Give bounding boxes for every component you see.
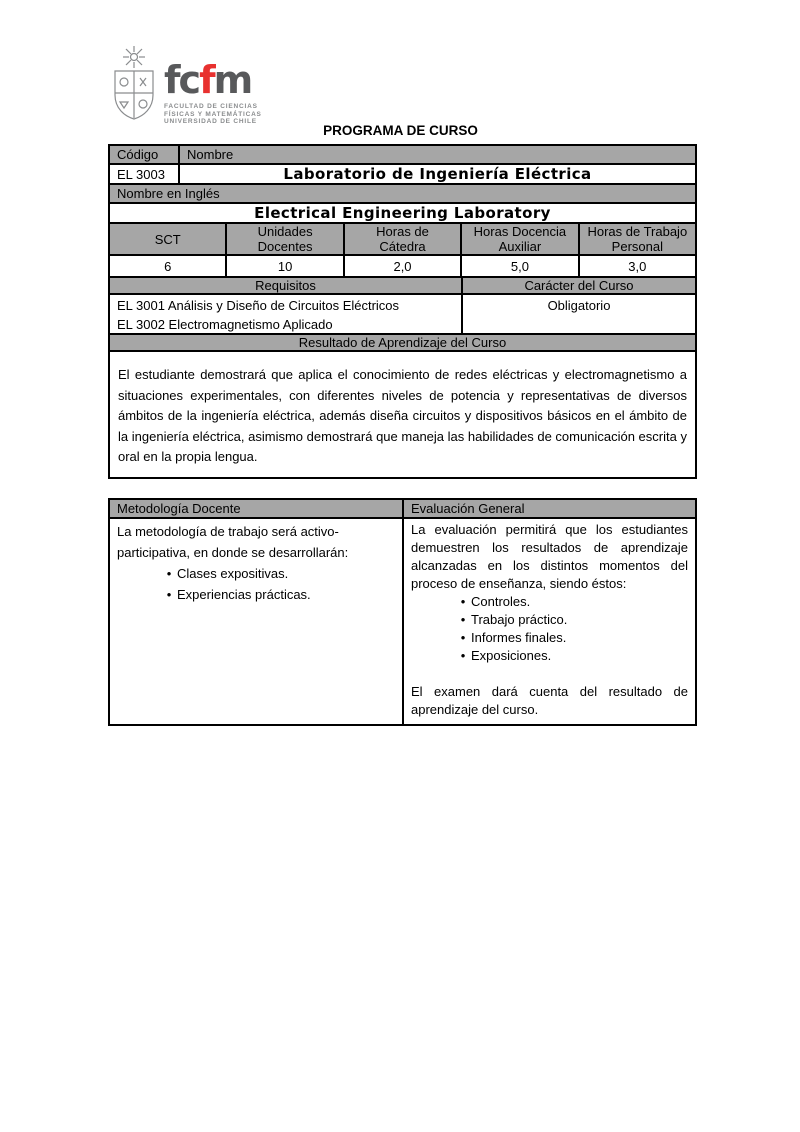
caracter-value-cell: Obligatorio — [547, 298, 611, 313]
metodologia-intro: La metodología de trabajo será activo-participativa, en donde se desarrollarán: — [117, 524, 349, 560]
caption-line-2: FÍSICAS Y MATEMÁTICAS — [164, 110, 262, 118]
row-resultado-header — [110, 335, 695, 352]
nombre-value-cell: Laboratorio de Ingeniería Eléctrica — [283, 165, 592, 183]
bullet-icon: • — [460, 630, 466, 645]
evaluacion-intro: La evaluación permitirá que los estudiantes demuestren los resultados de aprendizaje alcanzadas en los distintos momentos del proceso de enseñanza, siendo éstos: — [411, 522, 688, 591]
horas-catedra-header-cell: Horas de Cátedra — [345, 224, 462, 254]
fcfm-logo — [110, 46, 262, 126]
row-requisitos-caracter-values — [110, 295, 695, 335]
row-credit-headers — [110, 224, 695, 256]
bullet-icon: • — [460, 648, 466, 663]
requisitos-header-cell: Requisitos — [110, 278, 463, 293]
wordmark-gray-fc: fc — [164, 58, 200, 102]
row-nombre-ingles-header — [110, 185, 695, 204]
row-resultado-text — [110, 352, 695, 477]
bullet-icon: • — [460, 594, 466, 609]
sct-value-cell: 6 — [110, 256, 227, 276]
evaluacion-bullet-item — [411, 611, 688, 629]
evaluacion-bullet-item — [411, 647, 688, 665]
bullet-icon: • — [166, 566, 172, 581]
horas-trabajo-personal-value-cell: 3,0 — [628, 258, 647, 274]
codigo-header-cell: Código — [110, 146, 180, 163]
horas-docencia-auxiliar-value-cell: 5,0 — [462, 256, 579, 276]
nombre-ingles-header-cell: Nombre en Inglés — [110, 185, 695, 202]
nombre-ingles-value-cell: Electrical Engineering Laboratory — [254, 204, 551, 222]
nombre-header-cell: Nombre — [180, 146, 695, 163]
metodologia-bullet-item — [117, 584, 395, 605]
bullet-icon: • — [166, 587, 172, 602]
row-requisitos-caracter-header — [110, 278, 695, 295]
evaluacion-bullet-text: Controles. — [471, 594, 531, 609]
course-info-table — [108, 144, 697, 479]
fcfm-wordmark — [164, 60, 262, 100]
evaluacion-bullet-text: Exposiciones. — [471, 648, 552, 663]
bullet-icon: • — [460, 612, 466, 627]
evaluacion-bullet-text: Trabajo práctico. — [471, 612, 568, 627]
row-nombre-ingles-value — [110, 204, 695, 224]
metodologia-bullet-item — [117, 563, 395, 584]
horas-trabajo-personal-header-cell: Horas de Trabajo Personal — [580, 224, 695, 254]
evaluacion-bullet-item — [411, 629, 688, 647]
evaluacion-bullet-text: Informes finales. — [471, 630, 567, 645]
horas-docencia-auxiliar-header-cell: Horas Docencia Auxiliar — [462, 224, 579, 254]
requisitos-value-cell — [110, 295, 463, 333]
evaluacion-bullet-item — [411, 593, 688, 611]
row-method-eval-header — [110, 500, 695, 519]
sct-header-cell: SCT — [110, 224, 227, 254]
resultado-text-cell: El estudiante demostrará que aplica el conocimiento de redes eléctricas y electromagnetismo a situaciones experimentales, con diferentes niveles de potencia y representativas de diversos ámbitos de la ingeniería eléctrica, además diseña circuitos y dispositivos básicos en el ámbito de la ingeniería eléctrica, asimismo demostrará que maneja las habilidades de comunicación escrita y oral en la propia lengua. — [118, 367, 687, 464]
evaluacion-body-cell — [404, 519, 695, 724]
metodologia-header-cell: Metodología Docente — [110, 500, 404, 517]
metodologia-bullet-text: Clases expositivas. — [177, 566, 289, 581]
row-credit-values — [110, 256, 695, 278]
evaluacion-outro: El examen dará cuenta del resultado de aprendizaje del curso. — [411, 684, 688, 717]
caracter-header-cell: Carácter del Curso — [463, 278, 695, 293]
caption-line-3: UNIVERSIDAD DE CHILE — [164, 118, 257, 125]
evaluacion-header-cell: Evaluación General — [404, 500, 695, 517]
row-method-eval-body — [110, 519, 695, 724]
row-codigo-nombre-header — [110, 146, 695, 165]
row-codigo-nombre-values — [110, 165, 695, 185]
caption-line-1: FACULTAD DE CIENCIAS — [164, 103, 258, 110]
university-crest-icon — [110, 46, 158, 122]
resultado-header-cell: Resultado de Aprendizaje del Curso — [110, 335, 695, 350]
metodologia-body-cell — [110, 519, 404, 724]
horas-catedra-value-cell: 2,0 — [345, 256, 462, 276]
requisito-line-1: EL 3001 Análisis y Diseño de Circuitos Eléctricos — [117, 298, 400, 313]
methodology-evaluation-table — [108, 498, 697, 726]
metodologia-bullet-text: Experiencias prácticas. — [177, 587, 311, 602]
wordmark-gray-m: m — [213, 58, 252, 102]
unidades-docentes-value-cell: 10 — [227, 256, 344, 276]
document-title: PROGRAMA DE CURSO — [323, 123, 478, 138]
wordmark-red-f: f — [199, 58, 214, 102]
codigo-value-cell: EL 3003 — [110, 165, 180, 183]
unidades-docentes-header-cell: Unidades Docentes — [227, 224, 344, 254]
requisito-line-2: EL 3002 Electromagnetismo Aplicado — [117, 317, 333, 332]
